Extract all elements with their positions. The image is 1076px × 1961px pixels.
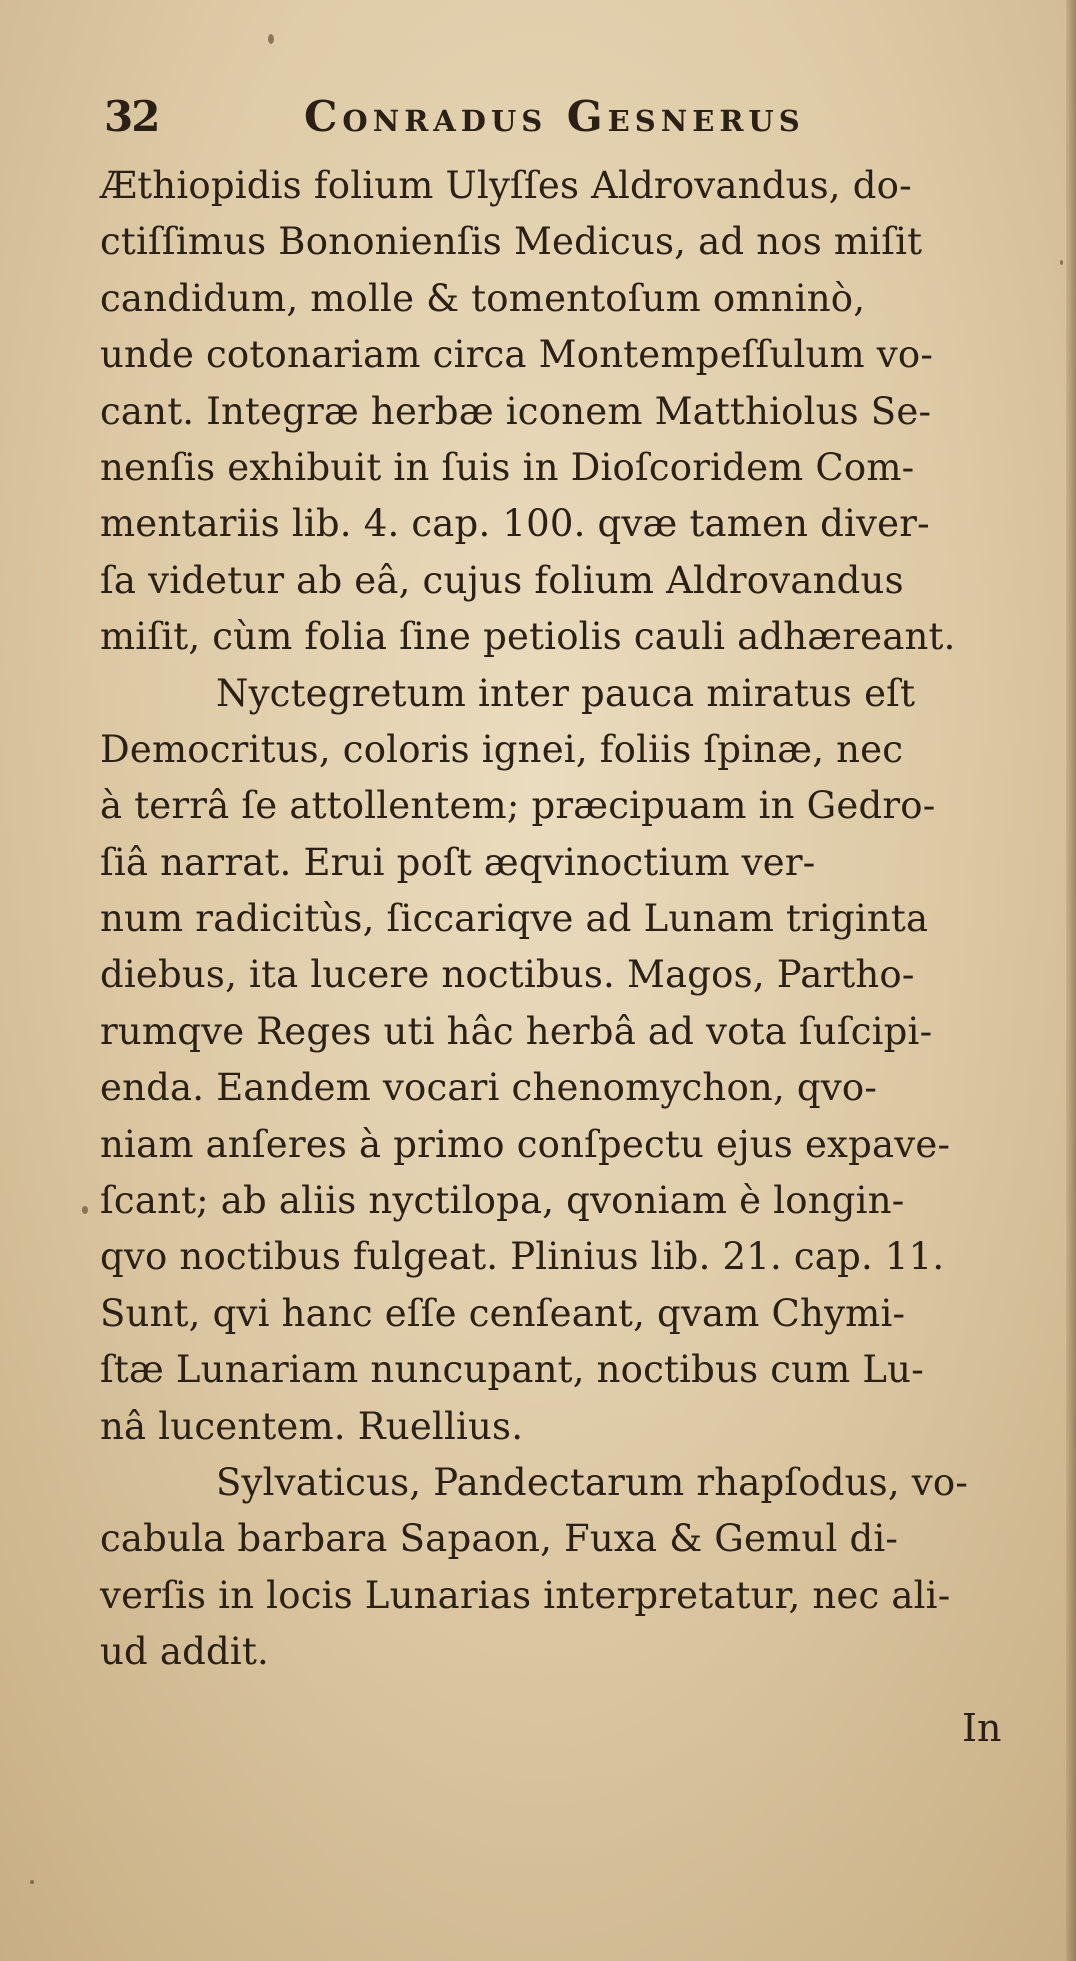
text-line: cabula barbara Sapaon, Fuxa & Gemul di- [100, 1517, 899, 1561]
page-header [104, 92, 864, 142]
text-line: enda. Eandem vocari chenomychon, qvo- [100, 1066, 878, 1110]
text-line: verſis in locis Lunarias interpretatur, nec ali- [100, 1573, 951, 1617]
page-number: 32 [104, 92, 159, 141]
ink-speck [30, 1880, 34, 1884]
text-line: num radicitùs, ſiccariqve ad Lunam triginta [100, 897, 929, 941]
text-line: candidum, molle & tomentoſum omninò, [100, 276, 866, 320]
text-line: ſtæ Lunariam nuncupant, noctibus cum Lu- [100, 1348, 924, 1392]
text-line: nenſis exhibuit in ſuis in Dioſcoridem Com- [100, 445, 915, 489]
text-line: nâ lucentem. Ruellius. [100, 1404, 524, 1448]
text-line: ſa videtur ab eâ, cujus folium Aldrovandus [100, 558, 904, 602]
text-line: ſiâ narrat. Erui poſt æqvinoctium ver- [100, 840, 816, 884]
text-line: miſit, cùm folia ſine petiolis cauli adhæreant. [100, 615, 956, 659]
ink-speck [268, 34, 274, 44]
text-line: cant. Integræ herbæ iconem Matthiolus Se- [100, 389, 932, 433]
page-edge [1066, 0, 1076, 1961]
catchword: In [962, 1706, 1002, 1750]
text-line: mentariis lib. 4. cap. 100. qvæ tamen diver- [100, 502, 930, 546]
text-line: ſcant; ab aliis nyctilopa, qvoniam è longin- [100, 1179, 905, 1223]
text-line: ctiſſimus Bononienſis Medicus, ad nos miſit [100, 220, 923, 264]
text-line: qvo noctibus fulgeat. Plinius lib. 21. cap. 11. [100, 1235, 945, 1279]
paragraph-first-line: Nyctegretum inter pauca miratus eſt [216, 671, 916, 715]
text-line: niam anſeres à primo conſpectu ejus expave- [100, 1122, 951, 1166]
ink-speck [1060, 260, 1063, 265]
text-line: à terrâ ſe attollentem; præcipuam in Gedro- [100, 784, 936, 828]
text-line: Æthiopidis folium Ulyſſes Aldrovandus, do- [100, 164, 912, 207]
paragraph-first-line: Sylvaticus, Pandectarum rhapſodus, vo- [216, 1460, 969, 1504]
running-head: Conradus Gesnerus [304, 92, 805, 141]
ink-speck [82, 1206, 88, 1214]
body-text [100, 158, 1020, 1681]
text-line: Sunt, qvi hanc eſſe cenſeant, qvam Chymi- [100, 1291, 906, 1335]
text-line: Democritus, coloris ignei, foliis ſpinæ, nec [100, 727, 904, 771]
text-line: unde cotonariam circa Montempeſſulum vo- [100, 333, 934, 377]
text-line: ud addit. [100, 1630, 269, 1674]
text-line: rumqve Reges uti hâc herbâ ad vota ſuſcipi- [100, 1009, 933, 1053]
text-line: diebus, ita lucere noctibus. Magos, Partho- [100, 953, 915, 997]
